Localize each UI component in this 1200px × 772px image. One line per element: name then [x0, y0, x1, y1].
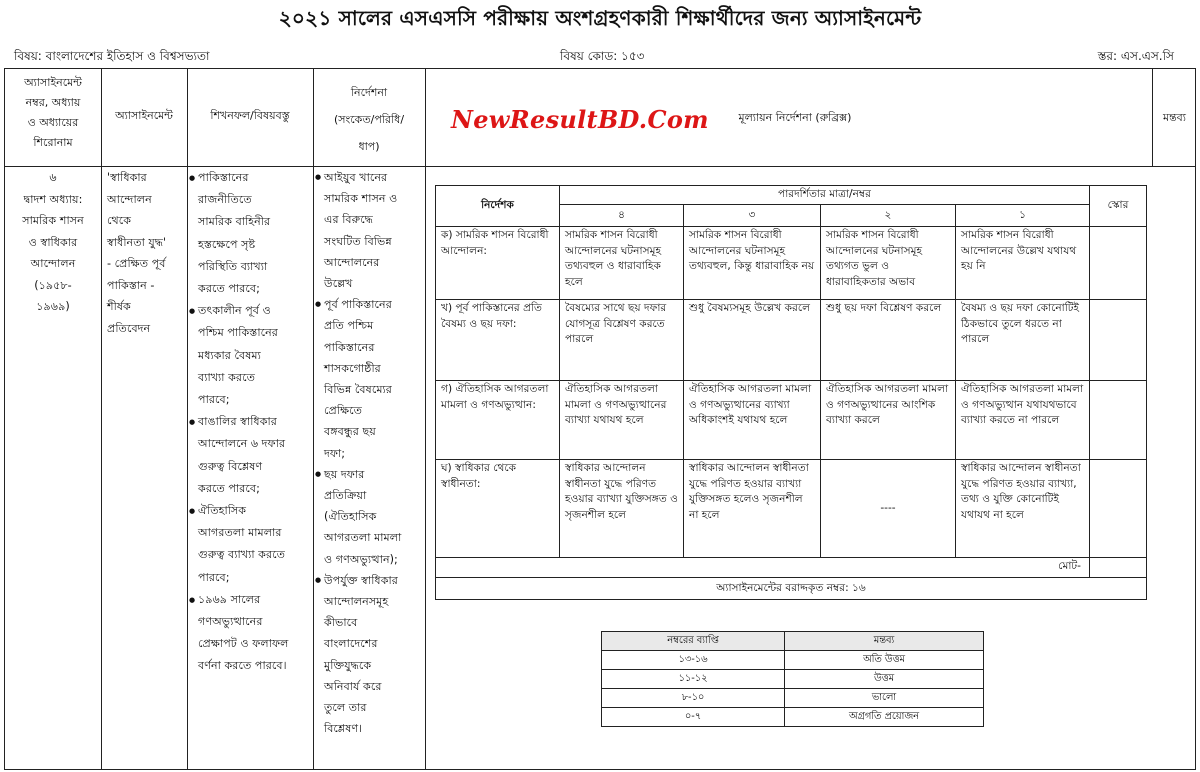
grade-remark: ভালো	[785, 689, 984, 708]
list-item: ● আইয়ুব খানের সামরিক শাসন ও এর বিরুদ্ধে সংঘটিত বিভিন্ন আন্দোলনের উল্লেখ	[316, 167, 425, 294]
list-item: ● ছয় দফার প্রতিক্রিয়া (ঐতিহাসিক আগরতলা মামলা ও গণঅভ্যুত্থান);	[316, 464, 425, 570]
page-title: ২০২১ সালের এসএসসি পরীক্ষায় অংশগ্রহণকারী শিক্ষার্থীদের জন্য অ্যাসাইনমেন্ট	[278, 6, 922, 30]
learning-outcomes	[190, 167, 313, 678]
grade-range: ৮-১০	[602, 689, 785, 708]
criterion-cell: খ) পূর্ব পাকিস্তানের প্রতি বৈষম্য ও ছয় দফা:	[436, 300, 560, 381]
rubric-cell: ----	[821, 460, 956, 558]
rubric-criteria-header: নির্দেশক	[436, 186, 560, 227]
grade-remark: অতি উত্তম	[785, 651, 984, 670]
rubric-table	[435, 185, 1147, 600]
assignment-title: 'স্বাধিকার আন্দোলন থেকে স্বাধীনতা যুদ্ধ' - প্রেক্ষিত পূর্ব পাকিস্তান - শীর্ষক প্রতিবেদন	[107, 171, 167, 335]
assignment-table	[4, 68, 1196, 770]
col-header-instruction: নির্দেশনা (সংকেত/পরিধি/ ধাপ)	[333, 86, 405, 153]
rubric-cell: স্বাধিকার আন্দোলন স্বাধীনতা যুদ্ধে পরিণত হওয়ার ব্যাখ্যা, তথ্য ও যুক্তি কোনোটিই যথাযথ না হলে	[956, 460, 1090, 558]
grade-range: ১১-১২	[602, 670, 785, 689]
rubric-levels-header: পারদর্শিতার মাত্রা/নম্বর	[560, 186, 1090, 205]
subject-label: বিষয়: বাংলাদেশের ইতিহাস ও বিশ্বসভ্যতা	[14, 49, 210, 63]
score-cell	[1090, 300, 1147, 381]
rubric-cell: বৈষম্য ও ছয় দফা কোনোটিই ঠিকভাবে তুলে ধরতে না পারলে	[956, 300, 1090, 381]
table-row	[436, 300, 1147, 381]
criterion-cell: ঘ) স্বাধিকার থেকে স্বাধীনতা:	[436, 460, 560, 558]
col-header-number: অ্যাসাইনমেন্ট নম্বর, অধ্যায় ও অধ্যায়ের শিরোনাম	[24, 76, 82, 149]
rubric-score-header: স্কোর	[1090, 186, 1147, 227]
rubric-cell: ঐতিহাসিক আগরতলা মামলা ও গণঅভ্যুত্থানের ব্যাখ্যা যথাযথ হলে	[560, 381, 684, 460]
rubric-cell: স্বাধিকার আন্দোলন স্বাধীনতা যুদ্ধে পরিণত হওয়ার ব্যাখ্যা যুক্তিসঙ্গত ও সৃজনশীল হলে	[560, 460, 684, 558]
col-divider	[425, 69, 426, 769]
rubric-cell: সামরিক শাসন বিরোধী আন্দোলনের ঘটনাসমূহ তথ্যবহুল, কিন্তু ধারাবাহিক নয়	[684, 227, 821, 300]
score-cell	[1090, 227, 1147, 300]
list-item: ● তৎকালীন পূর্ব ও পশ্চিম পাকিস্তানের মধ্যকার বৈষম্য ব্যাখ্যা করতে পারবে;	[190, 300, 313, 411]
list-item: ● ঐতিহাসিক আগরতলা মামলার গুরুত্ব ব্যাখ্যা করতে পারবে;	[190, 500, 313, 589]
criterion-cell: ক) সামরিক শাসন বিরোধী আন্দোলন:	[436, 227, 560, 300]
list-item: ● বাঙালির স্বাধিকার আন্দোলনে ৬ দফার গুরুত্ব বিশ্লেষণ করতে পারবে;	[190, 411, 313, 500]
list-item: ● উপর্যুক্ত স্বাধিকার আন্দোলনসমূহ কীভাবে বাংলাদেশের মুক্তিযুদ্ধকে অনিবার্য করে তুলে তার বিশ্লেষণ।	[316, 570, 425, 740]
grade-remark-header: মন্তব্য	[785, 632, 984, 651]
list-item: ● ১৯৬৯ সালের গণঅভ্যুত্থানের প্রেক্ষাপট ও ফলাফল বর্ণনা করতে পারবে।	[190, 589, 313, 678]
rubric-cell: শুধু বৈষম্যসমূহ উল্লেখ করলে	[684, 300, 821, 381]
col-divider	[313, 69, 314, 769]
grade-range: ০-৭	[602, 708, 785, 727]
level-header: ২	[821, 205, 956, 227]
rubric-cell: সামরিক শাসন বিরোধী আন্দোলনের ঘটনাসমূহ তথ্যবহুল ও ধারাবাহিক হলে	[560, 227, 684, 300]
rubric-cell: ঐতিহাসিক আগরতলা মামলা ও গণঅভ্যুত্থানের আংশিক ব্যাখ্যা করলে	[821, 381, 956, 460]
score-cell	[1090, 381, 1147, 460]
list-item: ● পাকিস্তানের রাজনীতিতে সামরিক বাহিনীর হস্তক্ষেপে সৃষ্ট পরিস্থিতি ব্যাখ্যা করতে পারবে;	[190, 167, 313, 300]
table-row	[602, 670, 984, 689]
grade-table	[601, 631, 984, 727]
col-header-remark: মন্তব্য	[1162, 111, 1186, 124]
table-row	[602, 651, 984, 670]
total-label: মোট-	[436, 558, 1090, 578]
table-row	[436, 381, 1147, 460]
rubric-cell: ঐতিহাসিক আগরতলা মামলা ও গণঅভ্যুত্থানের ব্যাখ্যা অধিকাংশই যথাযথ হলে	[684, 381, 821, 460]
rubric-cell: স্বাধিকার আন্দোলন স্বাধীনতা যুদ্ধে পরিণত হওয়ার ব্যাখ্যা যুক্তিসঙ্গত হলেও সৃজনশীল না হলে	[684, 460, 821, 558]
chapter-info: ৬ দ্বাদশ অধ্যায়: সামরিক শাসন ও স্বাধিকার আন্দোলন (১৯৫৮- ১৯৬৯)	[22, 171, 84, 313]
col-divider	[187, 69, 188, 769]
list-item: ● পূর্ব পাকিস্তানের প্রতি পশ্চিম পাকিস্তানের শাসকগোষ্ঠীর বিভিন্ন বৈষম্যের প্রেক্ষিতে বঙ্গবন্ধুর ছয় দফা;	[316, 294, 425, 464]
col-divider	[101, 69, 102, 769]
level-header: ৩	[684, 205, 821, 227]
watermark-logo: NewResultBD.Com	[451, 105, 709, 134]
rubric-cell: বৈষম্যের সাথে ছয় দফার যোগসূত্র বিশ্লেষণ করতে পারলে	[560, 300, 684, 381]
allotted-marks: অ্যাসাইনমেন্টের বরাদ্দকৃত নম্বর: ১৬	[436, 578, 1147, 600]
allotted-row	[436, 578, 1147, 600]
subject-code-label: বিষয় কোড: ১৫৩	[560, 49, 645, 63]
col-header-learning-outcome: শিখনফল/বিষয়বস্তু	[210, 109, 290, 122]
total-row	[436, 558, 1147, 578]
table-row	[602, 689, 984, 708]
grade-remark: উত্তম	[785, 670, 984, 689]
grade-remark: অগ্রগতি প্রয়োজন	[785, 708, 984, 727]
col-header-rubric: মূল্যায়ন নির্দেশনা (রুব্রিক্স)	[738, 111, 852, 124]
total-score-cell	[1090, 558, 1147, 578]
table-row	[436, 227, 1147, 300]
rubric-cell: সামরিক শাসন বিরোধী আন্দোলনের উল্লেখ যথাযথ হয় নি	[956, 227, 1090, 300]
rubric-cell: ঐতিহাসিক আগরতলা মামলা ও গণঅভ্যুত্থান যথাযথভাবে ব্যাখ্যা করতে না পারলে	[956, 381, 1090, 460]
col-header-assignment: অ্যাসাইনমেন্ট	[115, 109, 173, 122]
level-header: ৪	[560, 205, 684, 227]
criterion-cell: গ) ঐতিহাসিক আগরতলা মামলা ও গণঅভ্যুত্থান:	[436, 381, 560, 460]
grade-range-header: নম্বরের ব্যাপ্তি	[602, 632, 785, 651]
level-label: স্তর: এস.এস.সি	[1097, 49, 1174, 63]
score-cell	[1090, 460, 1147, 558]
rubric-cell: শুধু ছয় দফা বিশ্লেষণ করলে	[821, 300, 956, 381]
instructions	[316, 167, 425, 739]
rubric-cell: সামরিক শাসন বিরোধী আন্দোলনের ঘটনাসমূহ তথ্যগত ভুল ও ধারাবাহিকতার অভাব	[821, 227, 956, 300]
table-row	[602, 708, 984, 727]
level-header: ১	[956, 205, 1090, 227]
table-row	[436, 460, 1147, 558]
grade-range: ১৩-১৬	[602, 651, 785, 670]
